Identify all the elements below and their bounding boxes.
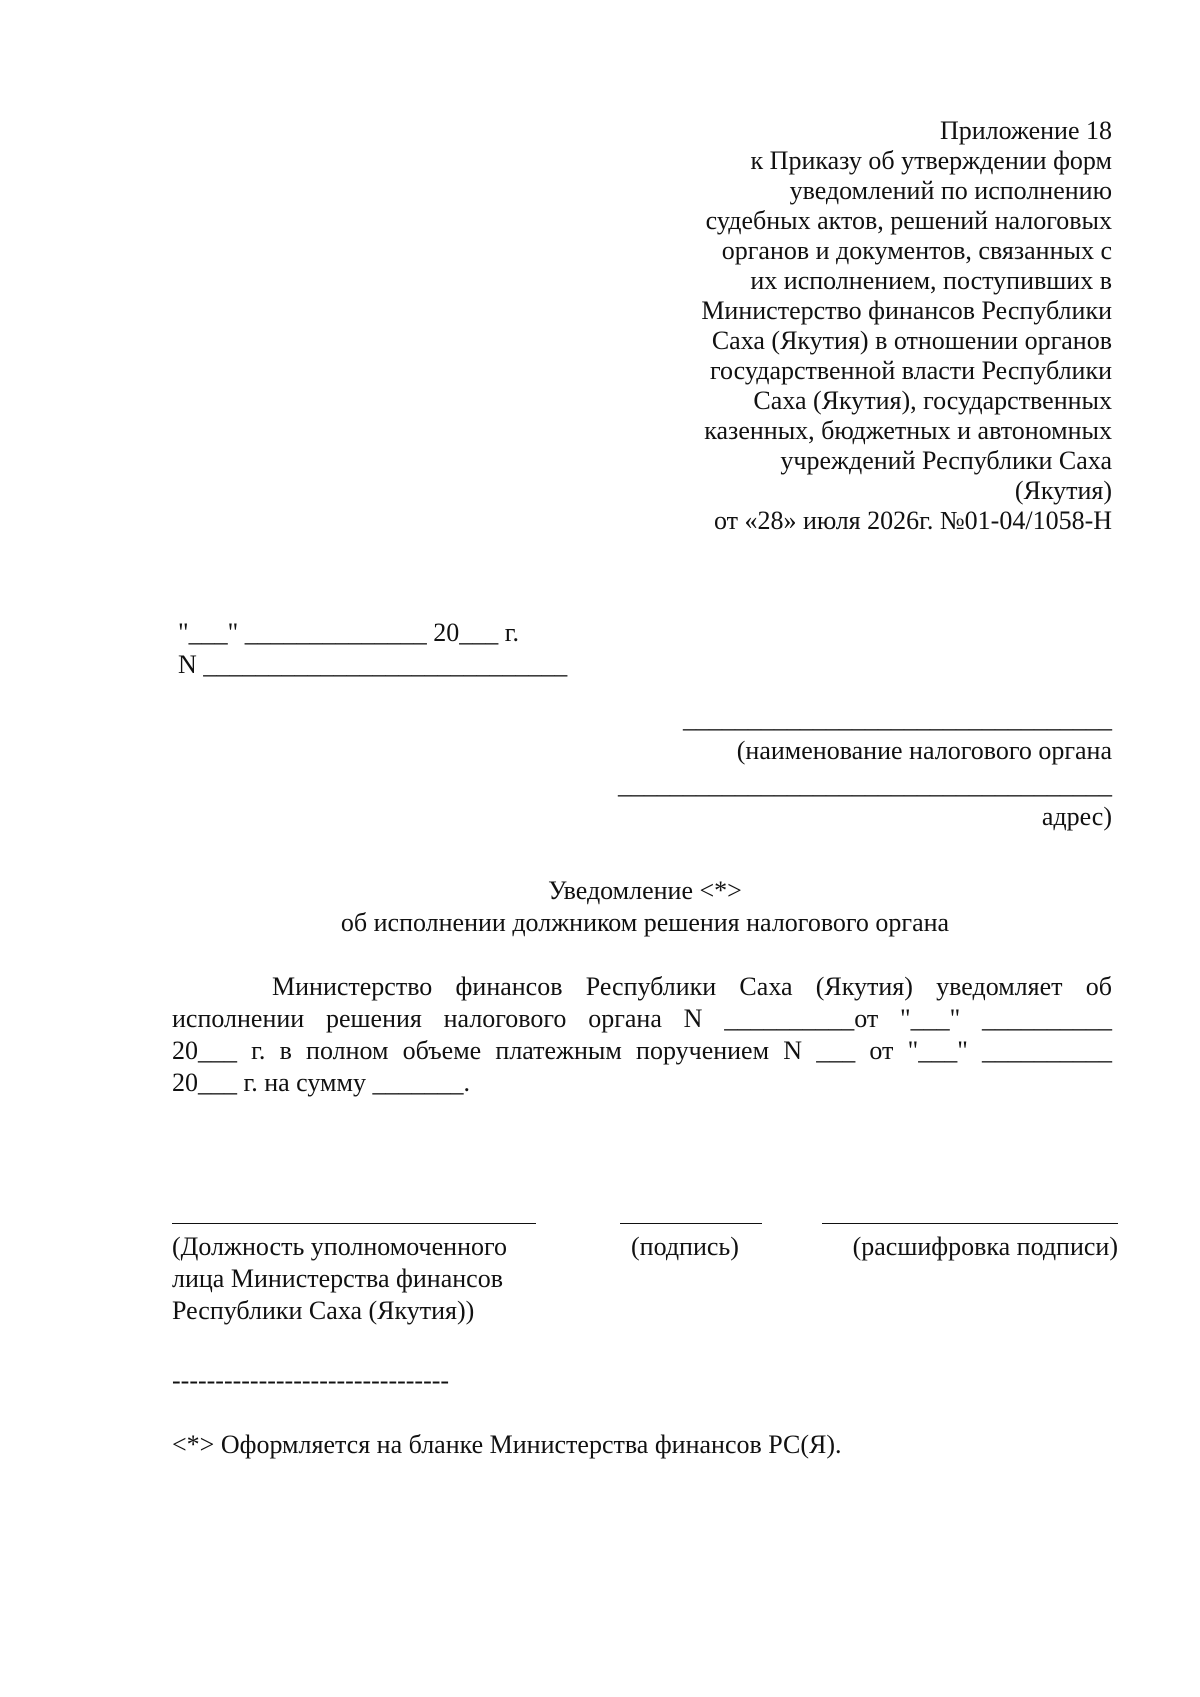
appendix-line: от «28» июля 2026г. №01-04/1058-Н — [714, 506, 1112, 535]
appendix-line: Министерство финансов Республики — [701, 296, 1112, 325]
number-line: N ____________________________ — [178, 650, 568, 679]
position-caption: лица Министерства финансов — [172, 1264, 503, 1293]
appendix-line: органов и документов, связанных с — [721, 236, 1112, 265]
recipient-name-caption: (наименование налогового органа — [736, 736, 1112, 765]
document-subtitle: об исполнении должником решения налогового органа — [340, 908, 950, 937]
document-title: Уведомление <*> — [548, 876, 742, 905]
footnote-separator: -------------------------------- — [172, 1366, 450, 1395]
date-line: "___" ______________ 20___ г. — [178, 618, 519, 647]
appendix-line: учреждений Республики Саха — [780, 446, 1112, 475]
signature-caption: (подпись) — [631, 1232, 739, 1261]
appendix-line: Саха (Якутия), государственных — [753, 386, 1112, 415]
appendix-line: уведомлений по исполнению — [789, 176, 1112, 205]
body-paragraph — [172, 971, 1112, 1099]
recipient-address-line: ______________________________________ — [618, 770, 1112, 799]
appendix-line: Саха (Якутия) в отношении органов — [711, 326, 1112, 355]
footnote-text: <*> Оформляется на бланке Министерства финансов РС(Я). — [172, 1430, 842, 1459]
recipient-name-line: _________________________________ — [683, 704, 1112, 733]
body-line: исполнении решения налогового органа N __________от "___" __________ — [172, 1004, 1112, 1033]
body-line: Министерство финансов Республики Саха (Якутия) уведомляет об — [272, 972, 1112, 1001]
body-line: 20___ г. в полном объеме платежным поручением N ___ от "___" __________ — [172, 1036, 1112, 1065]
signature-line — [620, 1223, 762, 1224]
appendix-line: государственной власти Республики — [710, 356, 1112, 385]
appendix-line: их исполнением, поступивших в — [750, 266, 1112, 295]
position-caption: (Должность уполномоченного — [172, 1232, 508, 1261]
decoding-caption: (расшифровка подписи) — [852, 1232, 1118, 1261]
appendix-line: казенных, бюджетных и автономных — [704, 416, 1112, 445]
decoding-signature-line — [822, 1223, 1118, 1224]
appendix-header — [701, 116, 1112, 536]
recipient-address-caption: адрес) — [1041, 802, 1112, 831]
appendix-line: Приложение 18 — [939, 116, 1112, 145]
appendix-line: (Якутия) — [1014, 476, 1112, 505]
body-line: 20___ г. на сумму _______. — [172, 1068, 470, 1097]
position-caption: Республики Саха (Якутия)) — [172, 1296, 475, 1325]
appendix-line: судебных актов, решений налоговых — [705, 206, 1112, 235]
appendix-line: к Приказу об утверждении форм — [750, 146, 1112, 175]
position-signature-line — [172, 1223, 536, 1224]
